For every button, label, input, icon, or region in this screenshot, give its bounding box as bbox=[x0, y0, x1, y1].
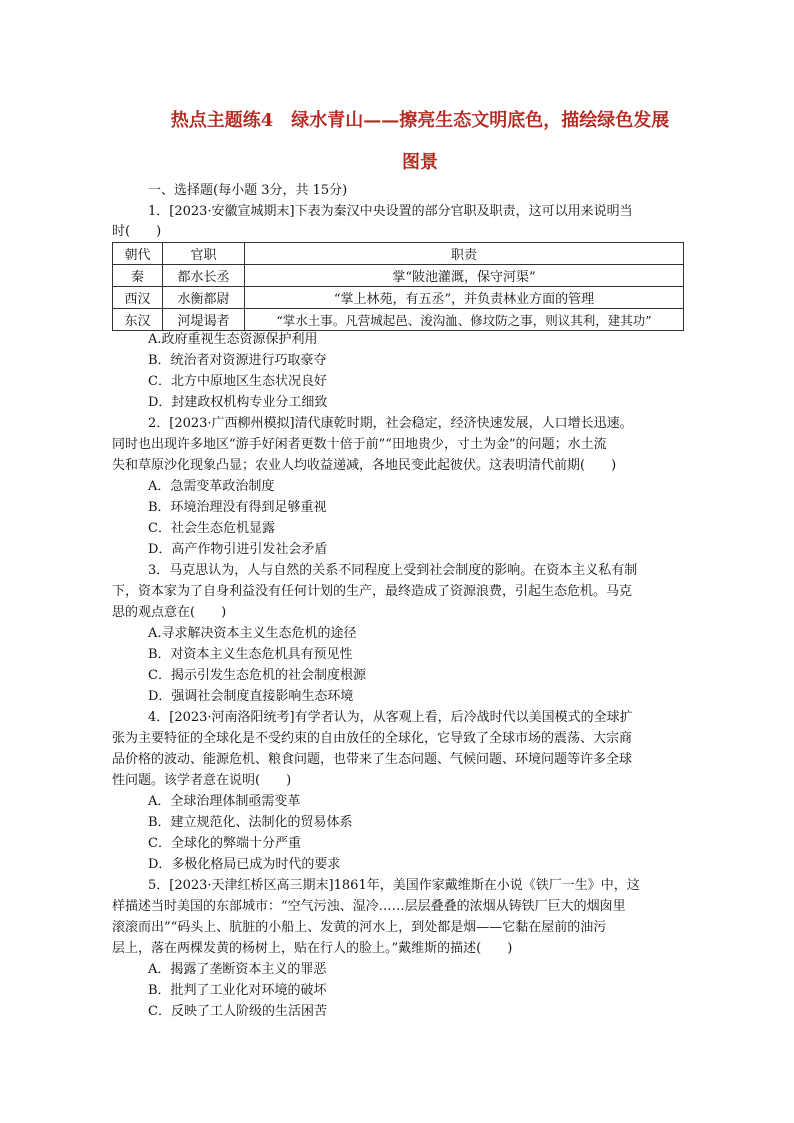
q3-option-a[interactable]: A.寻求解决资本主义生态危机的途径 bbox=[148, 626, 357, 641]
table-cell: 西汉 bbox=[113, 287, 163, 309]
table-row bbox=[113, 309, 684, 331]
table-cell: 秦 bbox=[113, 265, 163, 287]
q4-option-b[interactable]: B．建立规范化、法制化的贸易体系 bbox=[148, 815, 353, 830]
page-title-line1: 热点主题练4 绿水青山——擦亮生态文明底色，描绘绿色发展 bbox=[170, 110, 670, 131]
q4-stem-line3: 品价格的波动、能源危机、粮食问题，也带来了生态问题、气候问题、环境问题等许多全球 bbox=[112, 752, 633, 767]
q5-option-c[interactable]: C．反映了工人阶级的生活困苦 bbox=[148, 1004, 327, 1019]
q5-option-b[interactable]: B．批判了工业化对环境的破坏 bbox=[148, 983, 327, 998]
table-cell: 掌“陂池灌溉，保守河渠” bbox=[245, 265, 684, 287]
table-row bbox=[113, 287, 684, 309]
table-header-row bbox=[113, 243, 684, 265]
q3-stem-line1: 3．马克思认为，人与自然的关系不同程度上受到社会制度的影响。在资本主义私有制 bbox=[148, 563, 638, 578]
q4-stem-line1: 4．[2023·河南洛阳统考]有学者认为，从客观上看，后冷战时代以美国模式的全球扩 bbox=[148, 710, 633, 725]
table-header-cell: 朝代 bbox=[113, 243, 163, 265]
table-row bbox=[113, 265, 684, 287]
q5-stem-line2: 样描述当时美国的东部城市：“空气污浊、湿冷……层层叠叠的浓烟从铸铁厂巨大的烟囱里 bbox=[112, 899, 626, 914]
q2-option-b[interactable]: B．环境治理没有得到足够重视 bbox=[148, 500, 327, 515]
q2-stem-line2: 同时也出现许多地区“游手好闲者更数十倍于前”“田地贵少，寸土为金”的问题；水土流 bbox=[112, 437, 607, 452]
section-heading: 一、选择题(每小题 3分，共 15分) bbox=[148, 183, 348, 198]
q5-stem-line4: 层上，落在两棵发黄的杨树上，贴在行人的脸上。”戴维斯的描述( ) bbox=[112, 941, 513, 956]
table-cell: 河堤谒者 bbox=[163, 309, 245, 331]
page-title-line2: 图景 bbox=[402, 152, 438, 173]
table-header-cell: 职责 bbox=[245, 243, 684, 265]
q1-option-c[interactable]: C．北方中原地区生态状况良好 bbox=[148, 374, 327, 389]
q4-option-d[interactable]: D．多极化格局已成为时代的要求 bbox=[148, 857, 341, 872]
q4-stem-line2: 张为主要特征的全球化是不受约束的自由放任的全球化，它导致了全球市场的震荡、大宗商 bbox=[112, 731, 633, 746]
q2-option-a[interactable]: A．急需变革政治制度 bbox=[148, 479, 275, 494]
q2-stem-line3: 失和草原沙化现象凸显；农业人均收益递减，各地民变此起彼伏。这表明清代前期( ) bbox=[112, 458, 617, 473]
q5-stem-line1: 5．[2023·天津红桥区高三期末]1861年，美国作家戴维斯在小说《铁厂一生》中，这 bbox=[148, 878, 640, 893]
q1-option-d[interactable]: D．封建政权机构专业分工细致 bbox=[148, 395, 328, 410]
q3-option-d[interactable]: D．强调社会制度直接影响生态环境 bbox=[148, 689, 354, 704]
q2-option-c[interactable]: C．社会生态危机显露 bbox=[148, 521, 275, 536]
q3-stem-line2: 下，资本家为了自身利益没有任何计划的生产，最终造成了资源浪费，引起生态危机。马克 bbox=[112, 584, 633, 599]
q5-stem-line3: 滚滚而出”“码头上、肮脏的小船上、发黄的河水上，到处都是烟——它黏在屋前的油污 bbox=[112, 920, 607, 935]
q1-option-b[interactable]: B．统治者对资源进行巧取豪夺 bbox=[148, 353, 327, 368]
q2-stem-line1: 2．[2023·广西柳州模拟]清代康乾时期，社会稳定，经济快速发展，人口增长迅速。 bbox=[148, 416, 633, 431]
table-cell: 东汉 bbox=[113, 309, 163, 331]
q4-stem-line4: 性问题。该学者意在说明( ) bbox=[112, 773, 292, 788]
q3-stem-line3: 思的观点意在( ) bbox=[112, 605, 227, 620]
table-cell: “掌水土事。凡营城起邑、浚沟洫、修坟防之事，则议其利，建其功” bbox=[245, 309, 684, 331]
q3-option-c[interactable]: C．揭示引发生态危机的社会制度根源 bbox=[148, 668, 366, 683]
q1-stem-line2: 时( ) bbox=[112, 224, 162, 239]
q3-option-b[interactable]: B．对资本主义生态危机具有预见性 bbox=[148, 647, 353, 662]
table-header-cell: 官职 bbox=[163, 243, 245, 265]
table-cell: 水衡都尉 bbox=[163, 287, 245, 309]
table-cell: 都水长丞 bbox=[163, 265, 245, 287]
q1-option-a[interactable]: A.政府重视生态资源保护利用 bbox=[148, 332, 318, 347]
q5-option-a[interactable]: A．揭露了垄断资本主义的罪恶 bbox=[148, 962, 327, 977]
table-cell: “掌上林苑，有五丞”，并负责林业方面的管理 bbox=[245, 287, 684, 309]
q1-stem-line1: 1．[2023·安徽宣城期末]下表为秦汉中央设置的部分官职及职责，这可以用来说明当 bbox=[148, 204, 633, 219]
q2-option-d[interactable]: D．高产作物引进引发社会矛盾 bbox=[148, 542, 328, 557]
q4-option-a[interactable]: A．全球治理体制亟需变革 bbox=[148, 794, 301, 809]
q4-option-c[interactable]: C．全球化的弊端十分严重 bbox=[148, 836, 301, 851]
officials-table bbox=[112, 242, 684, 331]
